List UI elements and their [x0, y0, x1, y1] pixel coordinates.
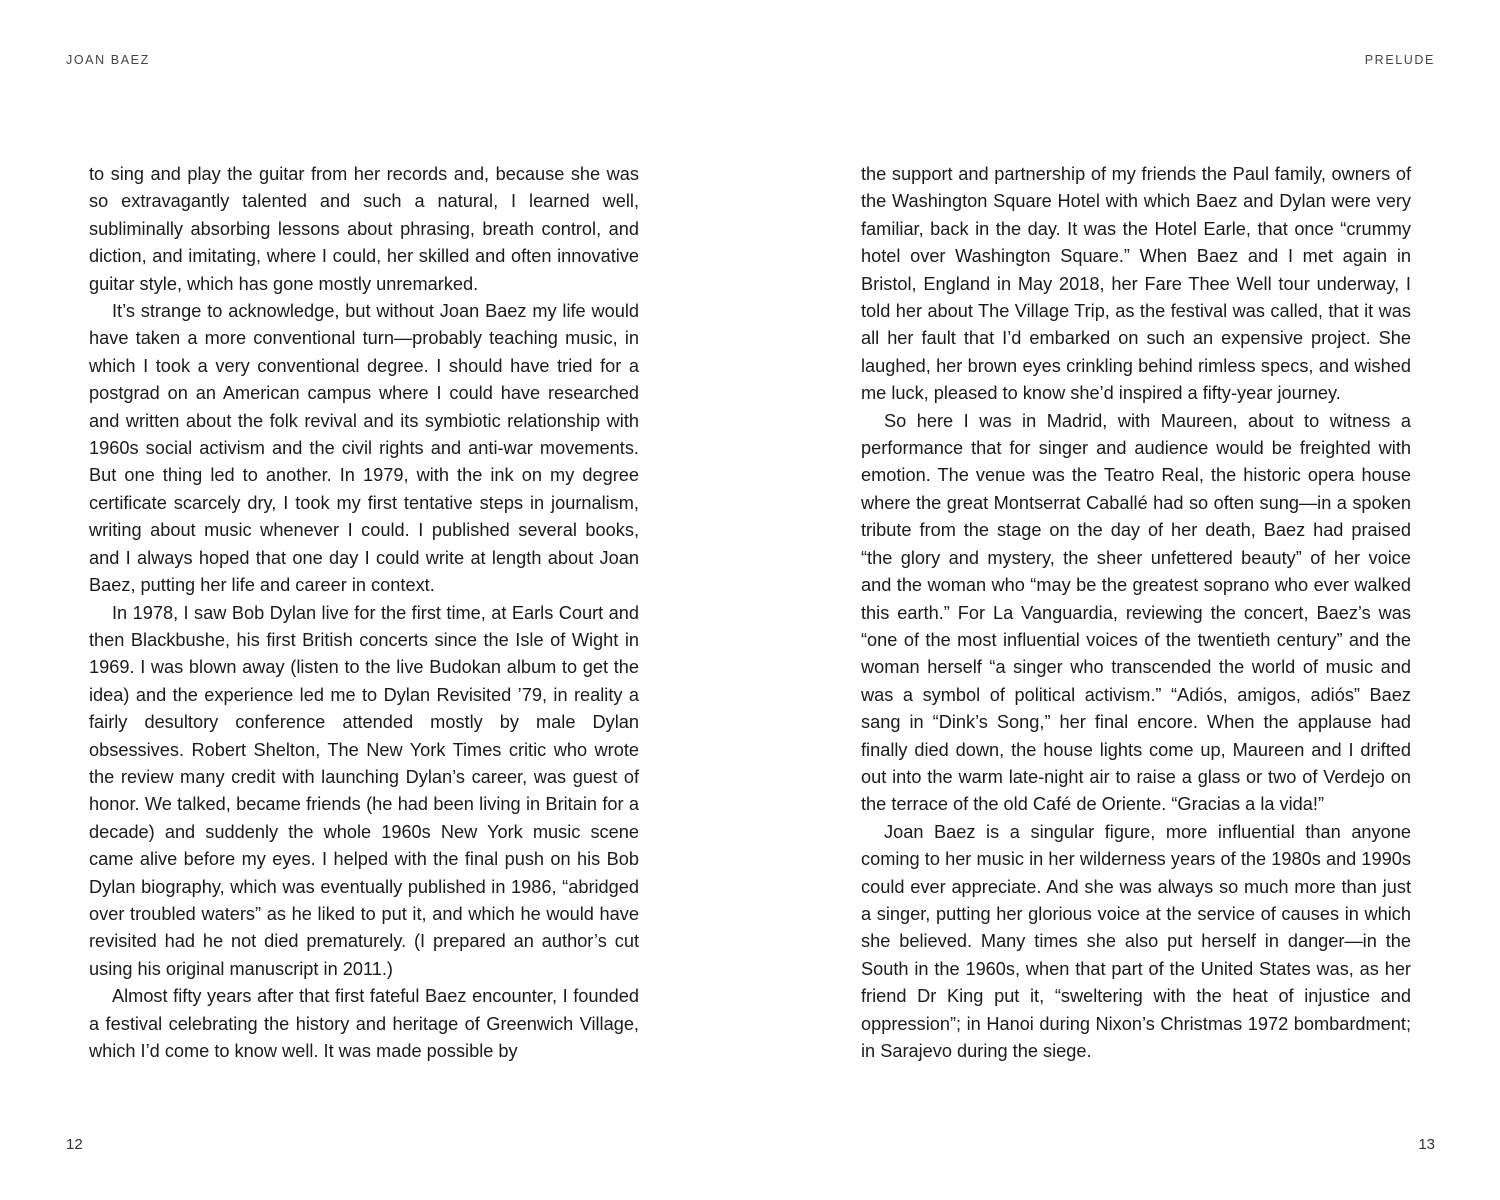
paragraph: It’s strange to acknowledge, but without Joan Baez my life would have taken a more conventional turn—probably teaching music, in which I took a very conventional degree. I should have tried for a postgrad on an American campus where I could have researched and written about the folk revival and its symbiotic relationship with 1960s social activism and the civil rights and anti-war movements. But one thing led to another. In 1979, with the ink on my degree certificate scarcely dry, I took my first tentative steps in journalism, writing about music whenever I could. I published several books, and I always hoped that one day I could write at length about Joan Baez, putting her life and career in context.	[89, 301, 639, 596]
page-number: 13	[1418, 1136, 1435, 1153]
paragraph: Almost fifty years after that first fateful Baez encounter, I founded a festival celebrating the history and heritage of Greenwich Village, which I’d come to know well. It was made possible by	[89, 986, 639, 1061]
paragraph: So here I was in Madrid, with Maureen, about to witness a performance that for singer and audience would be freighted with emotion. The venue was the Teatro Real, the historic opera house where the great Montserrat Caballé had so often sung—in a spoken tribute from the stage on the day of her death, Baez had praised “the glory and mystery, the sheer unfettered beauty” of her voice and the woman who “may be the greatest soprano who ever walked this earth.” For La Vanguardia, reviewing the concert, Baez’s was “one of the most influential voices of the twentieth century” and the woman herself “a singer who transcended the world of music and was a symbol of political activism.” “Adiós, amigos, adiós” Baez sang in “Dink’s Song,” her final encore. When the applause had finally died down, the house lights come up, Maureen and I drifted out into the warm late-night air to raise a glass or two of Verdejo on the terrace of the old Café de Oriente. “Gracias a la vida!”	[861, 410, 1411, 815]
page-number: 12	[66, 1136, 83, 1153]
right-page	[750, 0, 1500, 1200]
paragraph: In 1978, I saw Bob Dylan live for the first time, at Earls Court and then Blackbushe, his first British concerts since the Isle of Wight in 1969. I was blown away (listen to the live Budokan album to get the idea) and the experience led me to Dylan Revisited ’79, in reality a fairly desultory conference attended mostly by male Dylan obsessives. Robert Shelton, The New York Times critic who wrote the review many credit with launching Dylan’s career, was guest of honor. We talked, became friends (he had been living in Britain for a decade) and suddenly the whole 1960s New York music scene came alive before my eyes. I helped with the final push on his Bob Dylan biography, which was eventually published in 1986, “abridged over troubled waters” as he liked to put it, and which he would have revisited had he not died prematurely. (I prepared an author’s cut using his original manuscript in 2011.)	[89, 602, 639, 979]
paragraph: Joan Baez is a singular figure, more influential than anyone coming to her music in her wilderness years of the 1980s and 1990s could ever appreciate. And she was always so much more than just a singer, putting her glorious voice at the service of causes in which she believed. Many times she also put herself in danger—in the South in the 1960s, when that part of the United States was, as her friend Dr King put it, “sweltering with the heat of injustice and oppression”; in Hanoi during Nixon’s Christmas 1972 bombardment; in Sarajevo during the siege.	[861, 821, 1411, 1061]
right-page-body	[861, 161, 1411, 1065]
running-head-author: JOAN BAEZ	[66, 53, 150, 67]
paragraph: the support and partnership of my friends the Paul family, owners of the Washington Square Hotel with which Baez and Dylan were very familiar, back in the day. It was the Hotel Earle, that once “crummy hotel over Washington Square.” When Baez and I met again in Bristol, England in May 2018, her Fare Thee Well tour underway, I told her about The Village Trip, as the festival was called, that it was all her fault that I’d embarked on such an expensive project. She laughed, her brown eyes crinkling behind rimless specs, and wished me luck, pleased to know she’d inspired a fifty-year journey.	[861, 164, 1411, 404]
running-head-chapter: PRELUDE	[1364, 53, 1435, 67]
left-page-body	[89, 161, 639, 1065]
paragraph: to sing and play the guitar from her records and, because she was so extravagantly talented and such a natural, I learned well, subliminally absorbing lessons about phrasing, breath control, and diction, and imitating, where I could, her skilled and often innovative guitar style, which has gone mostly unremarked.	[89, 164, 639, 294]
